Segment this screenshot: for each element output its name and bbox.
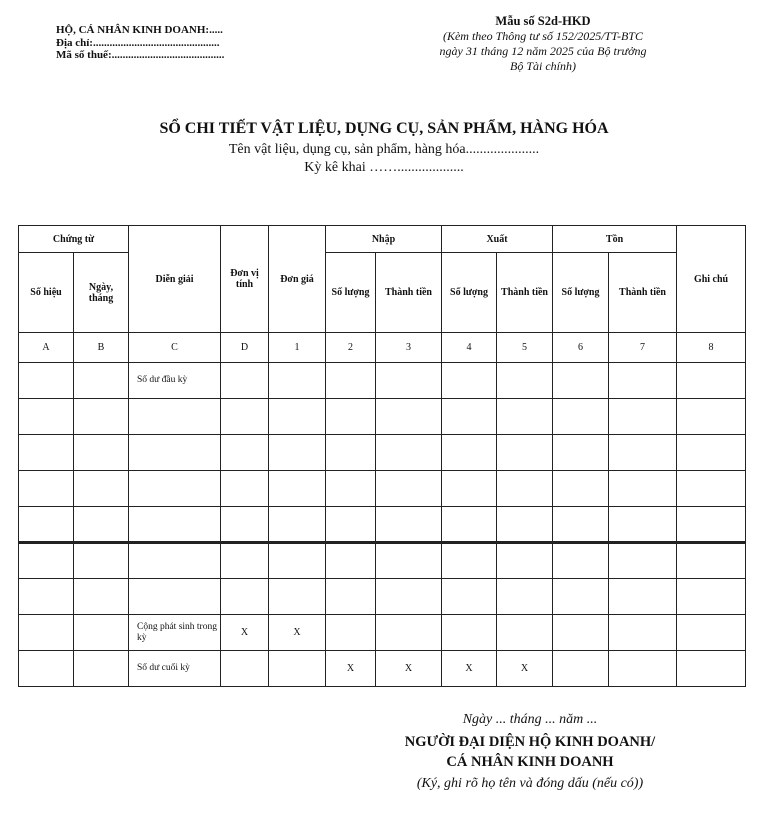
voucher-number-header: Số hiệu: [19, 253, 74, 333]
description-header: Diễn giải: [129, 226, 221, 333]
voucher-date-header: Ngày, tháng: [74, 253, 129, 333]
table-row: [19, 543, 746, 579]
period-total-label: Cộng phát sinh trong kỳ: [129, 615, 221, 651]
receipt-quantity-header: Số lượng: [326, 253, 376, 333]
business-name-line: HỘ, CÁ NHÂN KINH DOANH:.....: [56, 24, 223, 36]
column-index: 3: [376, 333, 442, 363]
column-index: 8: [677, 333, 746, 363]
opening-balance-label: Số dư đầu kỳ: [129, 363, 221, 399]
table-row: [19, 435, 746, 471]
column-index: B: [74, 333, 129, 363]
column-index: C: [129, 333, 221, 363]
x-mark: X: [376, 651, 442, 687]
table-row: [19, 399, 746, 435]
issue-quantity-header: Số lượng: [442, 253, 497, 333]
x-mark: X: [497, 651, 553, 687]
unit-header: Đơn vị tính: [221, 226, 269, 333]
table-row: [19, 471, 746, 507]
column-index: 2: [326, 333, 376, 363]
receipt-group-header: Nhập: [326, 226, 442, 253]
form-reference: [388, 14, 698, 74]
x-mark: X: [326, 651, 376, 687]
column-index: 6: [553, 333, 609, 363]
signature-date: Ngày ... tháng ... năm ...: [462, 712, 598, 727]
x-mark: X: [221, 615, 269, 651]
voucher-group-header: Chứng từ: [19, 226, 129, 253]
item-name-line: Tên vật liệu, dụng cụ, sản phẩm, hàng hóa.....................: [228, 142, 540, 157]
circular-reference-3: Bộ Tài chính): [510, 59, 576, 73]
form-number: Mẫu số S2d-HKD: [495, 14, 591, 28]
signature-title-1: NGƯỜI ĐẠI DIỆN HỘ KINH DOANH/: [404, 734, 656, 750]
note-header: Ghi chú: [677, 226, 746, 333]
column-index-row: [19, 333, 746, 363]
period-line: Kỳ kê khai ……...................: [304, 160, 464, 175]
business-info: [56, 24, 224, 62]
closing-balance-label: Số dư cuối kỳ: [129, 651, 221, 687]
closing-balance-row: [19, 651, 746, 687]
unit-price-header: Đơn giá: [269, 226, 326, 333]
stock-group-header: Tồn: [553, 226, 677, 253]
table-row: [19, 579, 746, 615]
receipt-amount-header: Thành tiền: [376, 253, 442, 333]
column-index: 1: [269, 333, 326, 363]
address-line: Địa chỉ:..............................................: [56, 36, 220, 49]
signature-title-2: CÁ NHÂN KINH DOANH: [446, 754, 614, 770]
column-index: A: [19, 333, 74, 363]
column-index: D: [221, 333, 269, 363]
tax-code-line: Mã số thuế:.........................................: [56, 49, 225, 61]
opening-balance-row: [19, 363, 746, 399]
issue-group-header: Xuất: [442, 226, 553, 253]
stock-amount-header: Thành tiền: [609, 253, 677, 333]
ledger-table: [18, 225, 746, 687]
column-index: 7: [609, 333, 677, 363]
column-index: 4: [442, 333, 497, 363]
document-title: SỔ CHI TIẾT VẬT LIỆU, DỤNG CỤ, SẢN PHẨM, HÀNG HÓA: [159, 120, 609, 137]
period-total-row: [19, 615, 746, 651]
x-mark: X: [269, 615, 326, 651]
stock-quantity-header: Số lượng: [553, 253, 609, 333]
column-index: 5: [497, 333, 553, 363]
issue-amount-header: Thành tiền: [497, 253, 553, 333]
signature-note: (Ký, ghi rõ họ tên và đóng dấu (nếu có)): [416, 776, 644, 791]
x-mark: X: [442, 651, 497, 687]
table-row: [19, 507, 746, 543]
circular-reference-1: (Kèm theo Thông tư số 152/2025/TT-BTC: [442, 29, 643, 43]
circular-reference-2: ngày 31 tháng 12 năm 2025 của Bộ trưởng: [439, 44, 647, 58]
